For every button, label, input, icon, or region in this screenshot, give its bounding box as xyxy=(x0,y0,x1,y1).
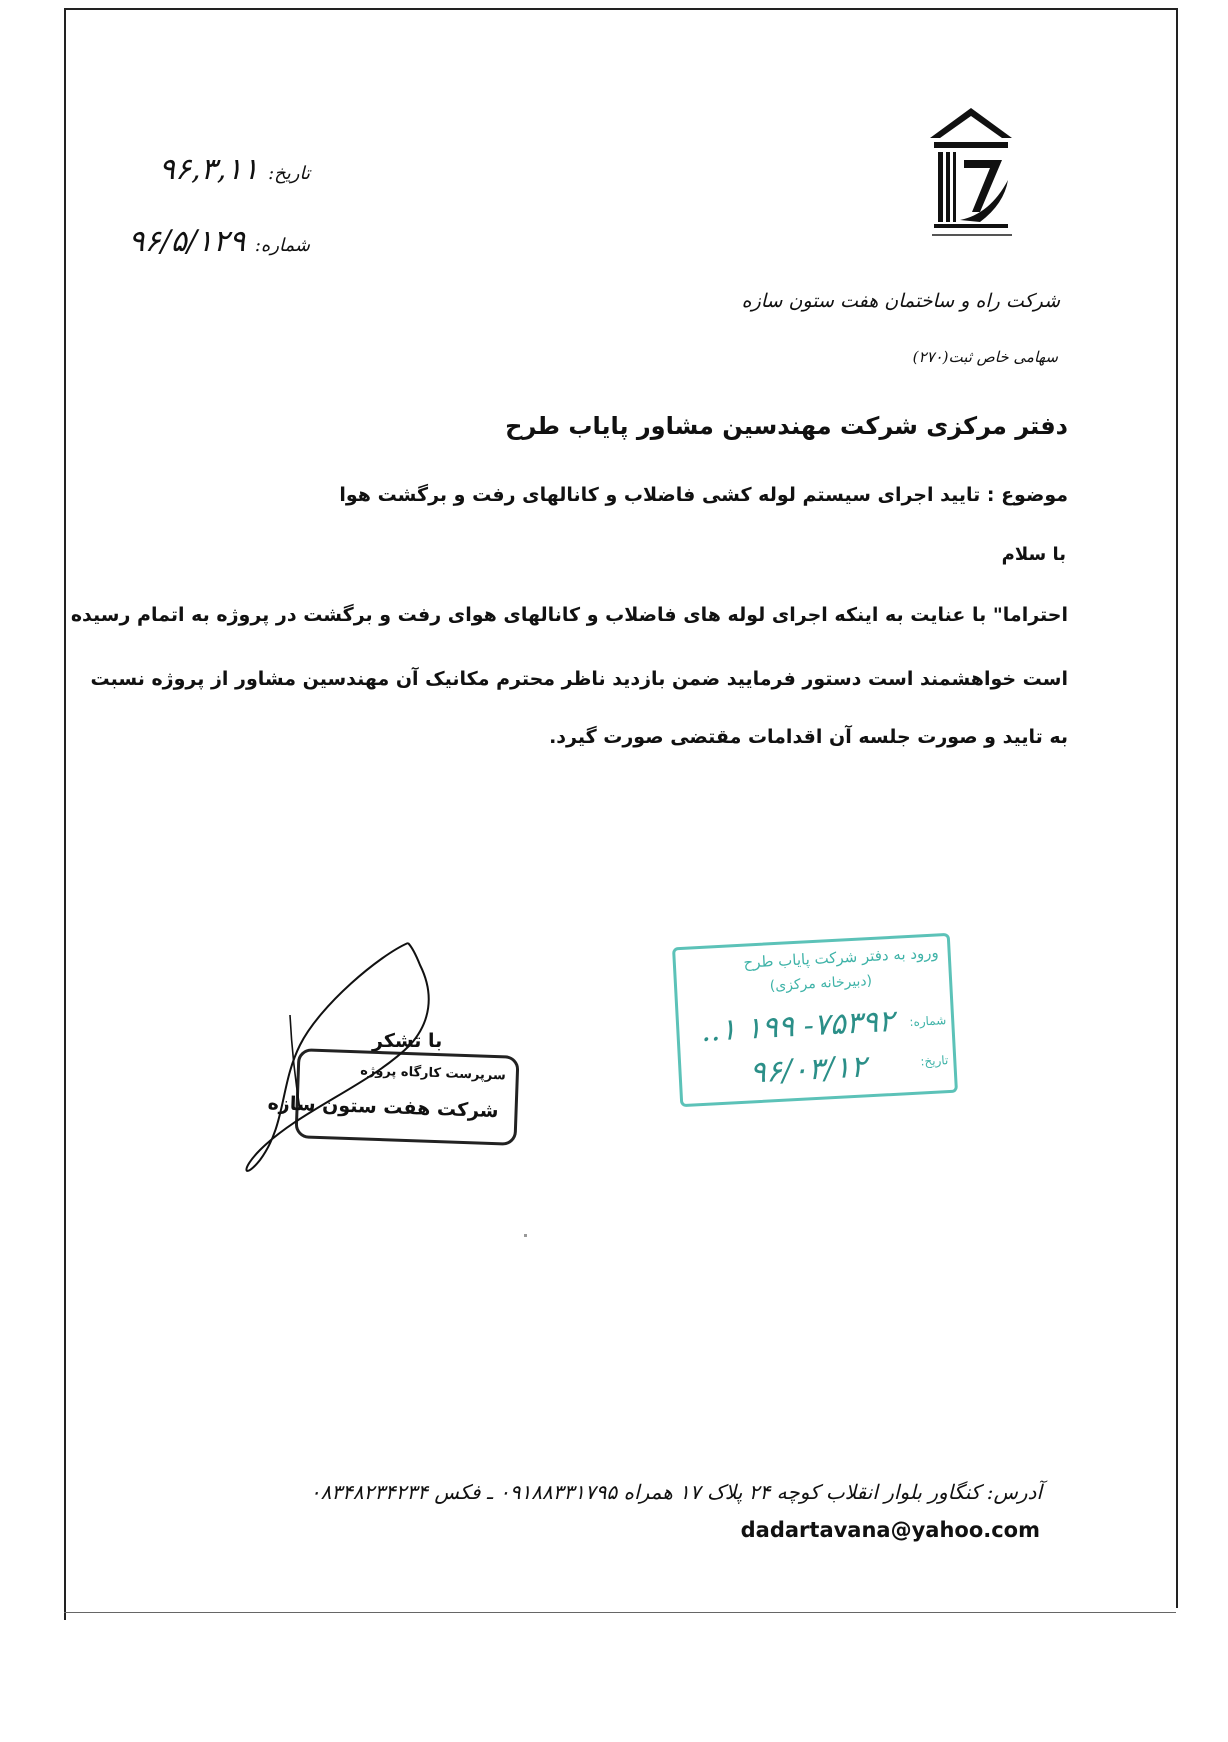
received-stamp-date-label: تاریخ: xyxy=(920,1053,949,1069)
page-border-bottom xyxy=(64,1612,1176,1613)
letter-body-line: احتراما" با عنایت به اینکه اجرای لوله های فاضلاب و کانالهای هوای رفت و برگشت در پروژه به اتمام رسیده xyxy=(70,604,1068,626)
received-stamp-title: ورود به دفتر شرکت پایاب طرح xyxy=(743,943,940,972)
received-stamp-subtitle: (دبیرخانه مرکزی) xyxy=(769,972,873,995)
company-stamp-role: سرپرست کارگاه پروژه xyxy=(359,1063,507,1084)
page-border-top xyxy=(64,8,1176,10)
letter-greeting: با سلام xyxy=(1001,544,1066,565)
letter-date xyxy=(130,152,310,187)
letter-closing: با تشکر xyxy=(372,1030,443,1052)
company-logo xyxy=(920,104,1022,254)
page-border-left xyxy=(64,8,66,1620)
letter-recipient: دفتر مرکزی شرکت مهندسین مشاور پایاب طرح xyxy=(505,412,1068,440)
footer-email: dadartavana@yahoo.com xyxy=(740,1518,1040,1542)
letter-subject: موضوع : تایید اجرای سیستم لوله کشی فاضلاب و کانالهای رفت و برگشت هوا xyxy=(339,484,1068,506)
company-registration: سهامی خاص ثبت(۲۷۰) xyxy=(912,348,1058,366)
letter-body-line: به تایید و صورت جلسه آن اقدامات مقتضی صورت گیرد. xyxy=(549,726,1068,748)
received-stamp xyxy=(672,933,958,1107)
letter-number xyxy=(120,224,310,259)
letter-body-line: است خواهشمند است دستور فرمایید ضمن بازدید ناظر محترم مکانیک آن مهندسین مشاور از پروژه نسبت xyxy=(90,668,1068,690)
number-value: ۹۶/۵/۱۲۹ xyxy=(128,224,246,259)
date-label: تاریخ: xyxy=(268,163,310,184)
date-value: ۹۶,۳,۱۱ xyxy=(158,152,259,187)
handwritten-signature xyxy=(230,935,443,1185)
number-label: شماره: xyxy=(254,235,310,256)
company-stamp-name: شرکت هفت ستون سازه xyxy=(267,1092,499,1123)
received-stamp-number-label: شماره: xyxy=(909,1013,947,1030)
company-name-line: شرکت راه و ساختمان هفت ستون سازه xyxy=(741,290,1060,312)
received-stamp-number: ۷۵۳۹۲- ۱۹۹ ۱.. xyxy=(700,1003,896,1049)
scan-speck xyxy=(524,1234,527,1237)
footer-address: آدرس: کنگاور بلوار انقلاب کوچه ۲۴ پلاک ۱۷ همراه ۰۹۱۸۸۳۳۱۷۹۵ ـ فکس ۰۸۳۴۸۲۳۴۲۳۴ xyxy=(309,1480,1042,1504)
received-stamp-date: ۹۶/۰۳/۱۲ xyxy=(748,1049,868,1091)
page-border-right xyxy=(1176,8,1178,1608)
